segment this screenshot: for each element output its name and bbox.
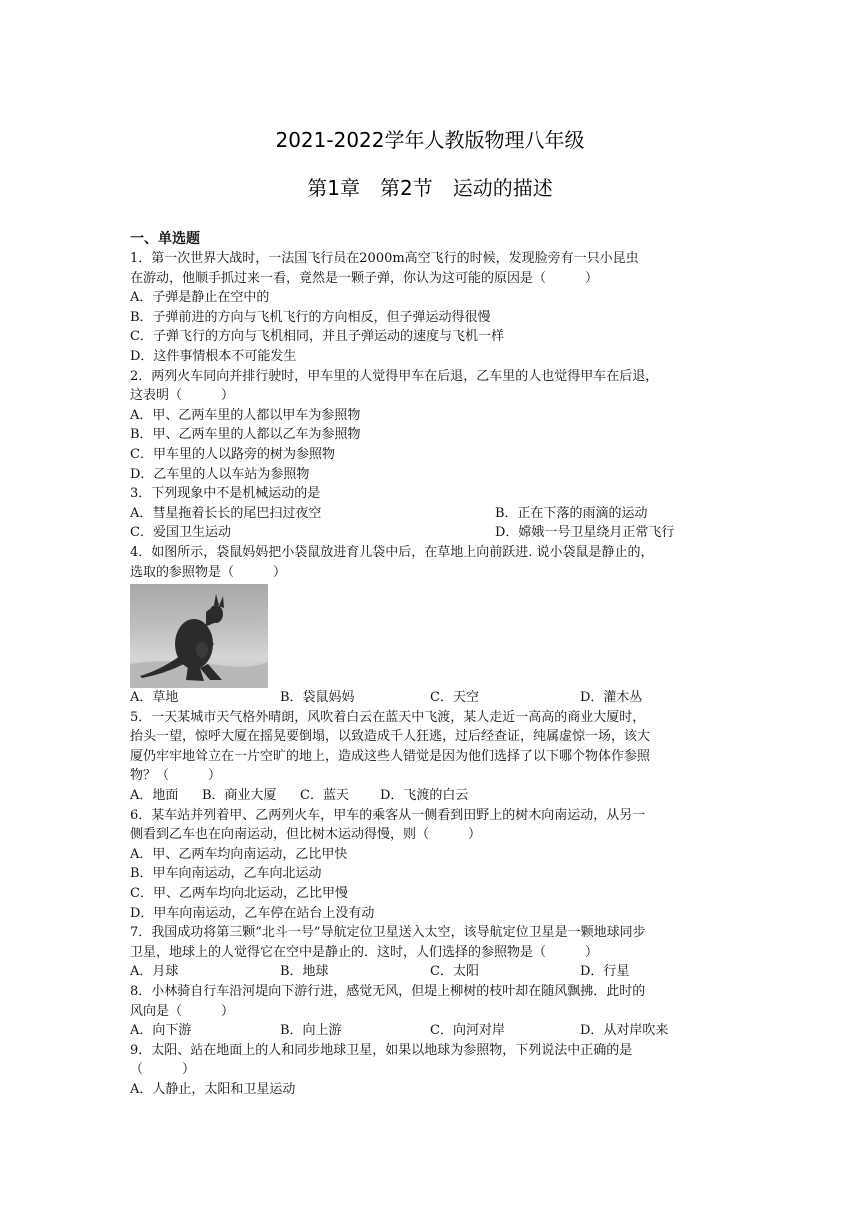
question-3-option-d: D．嫦娥一号卫星绕月正常飞行 bbox=[495, 525, 675, 541]
question-1-stem-cont: 在游动，他顺手抓过来一看，竟然是一颗子弹，你认为这可能的原因是（ ） bbox=[130, 270, 599, 286]
question-3-stem: 3．下列现象中不是机械运动的是 bbox=[130, 486, 321, 502]
question-4-option-d: D．灌木丛 bbox=[580, 690, 643, 706]
question-7-options bbox=[130, 962, 730, 982]
question-2-stem: 2．两列火车同向并排行驶时，甲车里的人觉得甲车在后退，乙车里的人也觉得甲车在后退， bbox=[130, 368, 659, 384]
question-5-stem-cont-1: 抬头一望，惊呼大厦在摇晃要倒塌，以致造成千人狂逃，过后经查证，纯属虚惊一场，该大 bbox=[130, 729, 651, 745]
question-3-options-row-1 bbox=[130, 504, 730, 524]
question-8-options bbox=[130, 1021, 730, 1041]
question-3-option-b: B．正在下落的雨滴的运动 bbox=[495, 505, 648, 521]
question-4-stem: 4．如图所示，袋鼠妈妈把小袋鼠放进育儿袋中后，在草地上向前跃进. 说小袋鼠是静止的， bbox=[130, 544, 654, 560]
question-5-stem-cont-2: 厦仍牢牢地耸立在一片空旷的地上，造成这些人错觉是因为他们选择了以下哪个物体作参照 bbox=[130, 748, 651, 764]
question-5-option-a: A．地面 bbox=[130, 788, 179, 804]
question-4-option-b: B．袋鼠妈妈 bbox=[280, 690, 355, 706]
question-5-stem: 5．一天某城市天气格外晴朗，风吹着白云在蓝天中飞渡，某人走近一高高的商业大厦时， bbox=[130, 709, 646, 725]
doc-title: 2021-2022学年人教版物理八年级 bbox=[275, 128, 585, 152]
question-8-option-b: B．向上游 bbox=[280, 1023, 342, 1039]
question-8-option-d: D．从对岸吹来 bbox=[580, 1023, 669, 1039]
question-7-option-a: A．月球 bbox=[130, 964, 179, 980]
question-6-option-c: C．甲、乙两车均向北运动，乙比甲慢 bbox=[130, 886, 348, 902]
question-9-stem: 9．太阳、站在地面上的人和同步地球卫星，如果以地球为参照物，下列说法中正确的是 bbox=[130, 1042, 633, 1058]
question-1-option-d: D．这件事情根本不可能发生 bbox=[130, 348, 297, 364]
question-2-option-c: C．甲车里的人以路旁的树为参照物 bbox=[130, 446, 335, 462]
question-8-option-c: C．向河对岸 bbox=[430, 1023, 505, 1039]
question-3-options-row-2 bbox=[130, 523, 730, 543]
question-2-option-d: D．乙车里的人以车站为参照物 bbox=[130, 466, 310, 482]
question-5-options bbox=[130, 786, 730, 806]
section-heading: 一、单选题 bbox=[130, 231, 200, 247]
question-9-option-a: A．人静止，太阳和卫星运动 bbox=[130, 1081, 296, 1097]
question-7-stem-cont: 卫星，地球上的人觉得它在空中是静止的．这时，人们选择的参照物是（ ） bbox=[130, 944, 599, 960]
question-2-option-a: A．甲、乙两车里的人都以甲车为参照物 bbox=[130, 407, 361, 423]
question-4-stem-cont: 选取的参照物是（ ） bbox=[130, 564, 287, 580]
question-6-stem: 6．某车站并列着甲、乙两列火车，甲车的乘客从一侧看到田野上的树木向南运动，从另一 bbox=[130, 807, 646, 823]
question-7-option-b: B．地球 bbox=[280, 964, 329, 980]
question-1-option-a: A．子弹是静止在空中的 bbox=[130, 290, 270, 306]
question-7-stem: 7．我国成功将第三颗“北斗一号”导航定位卫星送入太空，该导航定位卫星是一颗地球同步 bbox=[130, 925, 646, 941]
question-8-option-a: A．向下游 bbox=[130, 1023, 192, 1039]
question-3-option-c: C．爱国卫生运动 bbox=[130, 525, 231, 541]
question-1-stem: 1．第一次世界大战时，一法国飞行员在2000m高空飞行的时候，发现脸旁有一只小昆虫 bbox=[130, 251, 639, 266]
question-6-option-d: D．甲车向南运动，乙车停在站台上没有动 bbox=[130, 905, 375, 921]
question-5-option-b: B．商业大厦 bbox=[202, 788, 277, 804]
question-5-stem-cont-3: 物？（ ） bbox=[130, 768, 222, 784]
question-1-option-c: C．子弹飞行的方向与飞机相同，并且子弹运动的速度与飞机一样 bbox=[130, 329, 504, 345]
question-4-option-a: A．草地 bbox=[130, 690, 179, 706]
question-6-option-a: A．甲、乙两车均向南运动，乙比甲快 bbox=[130, 846, 348, 862]
question-5-option-d: D．飞渡的白云 bbox=[380, 788, 469, 804]
question-2-stem-cont: 这表明（ ） bbox=[130, 388, 235, 404]
question-2-option-b: B．甲、乙两车里的人都以乙车为参照物 bbox=[130, 427, 361, 443]
question-7-option-d: D．行星 bbox=[580, 964, 630, 980]
question-5-option-c: C．蓝天 bbox=[300, 788, 349, 804]
doc-subtitle: 第1章 第2节 运动的描述 bbox=[307, 176, 553, 200]
question-8-stem: 8．小林骑自行车沿河堤向下游行进，感觉无风，但堤上柳树的枝叶却在随风飘拂．此时的 bbox=[130, 984, 646, 999]
question-6-option-b: B．甲车向南运动，乙车向北运动 bbox=[130, 866, 322, 882]
question-4-options bbox=[130, 688, 730, 708]
question-7-option-c: C．太阳 bbox=[430, 964, 479, 980]
kangaroo-photo bbox=[130, 584, 268, 688]
question-9-stem-cont: （ ） bbox=[130, 1062, 196, 1078]
question-6-stem-cont: 侧看到乙车也在向南运动，但比树木运动得慢，则（ ） bbox=[130, 827, 482, 843]
question-1-option-b: B．子弹前进的方向与飞机飞行的方向相反，但子弹运动得很慢 bbox=[130, 309, 491, 325]
question-3-option-a: A．彗星拖着长长的尾巴扫过夜空 bbox=[130, 505, 322, 521]
question-4-option-c: C．天空 bbox=[430, 690, 479, 706]
question-8-stem-cont: 风向是（ ） bbox=[130, 1003, 235, 1019]
kangaroo-illustration bbox=[130, 584, 268, 688]
question-list bbox=[130, 249, 730, 1100]
